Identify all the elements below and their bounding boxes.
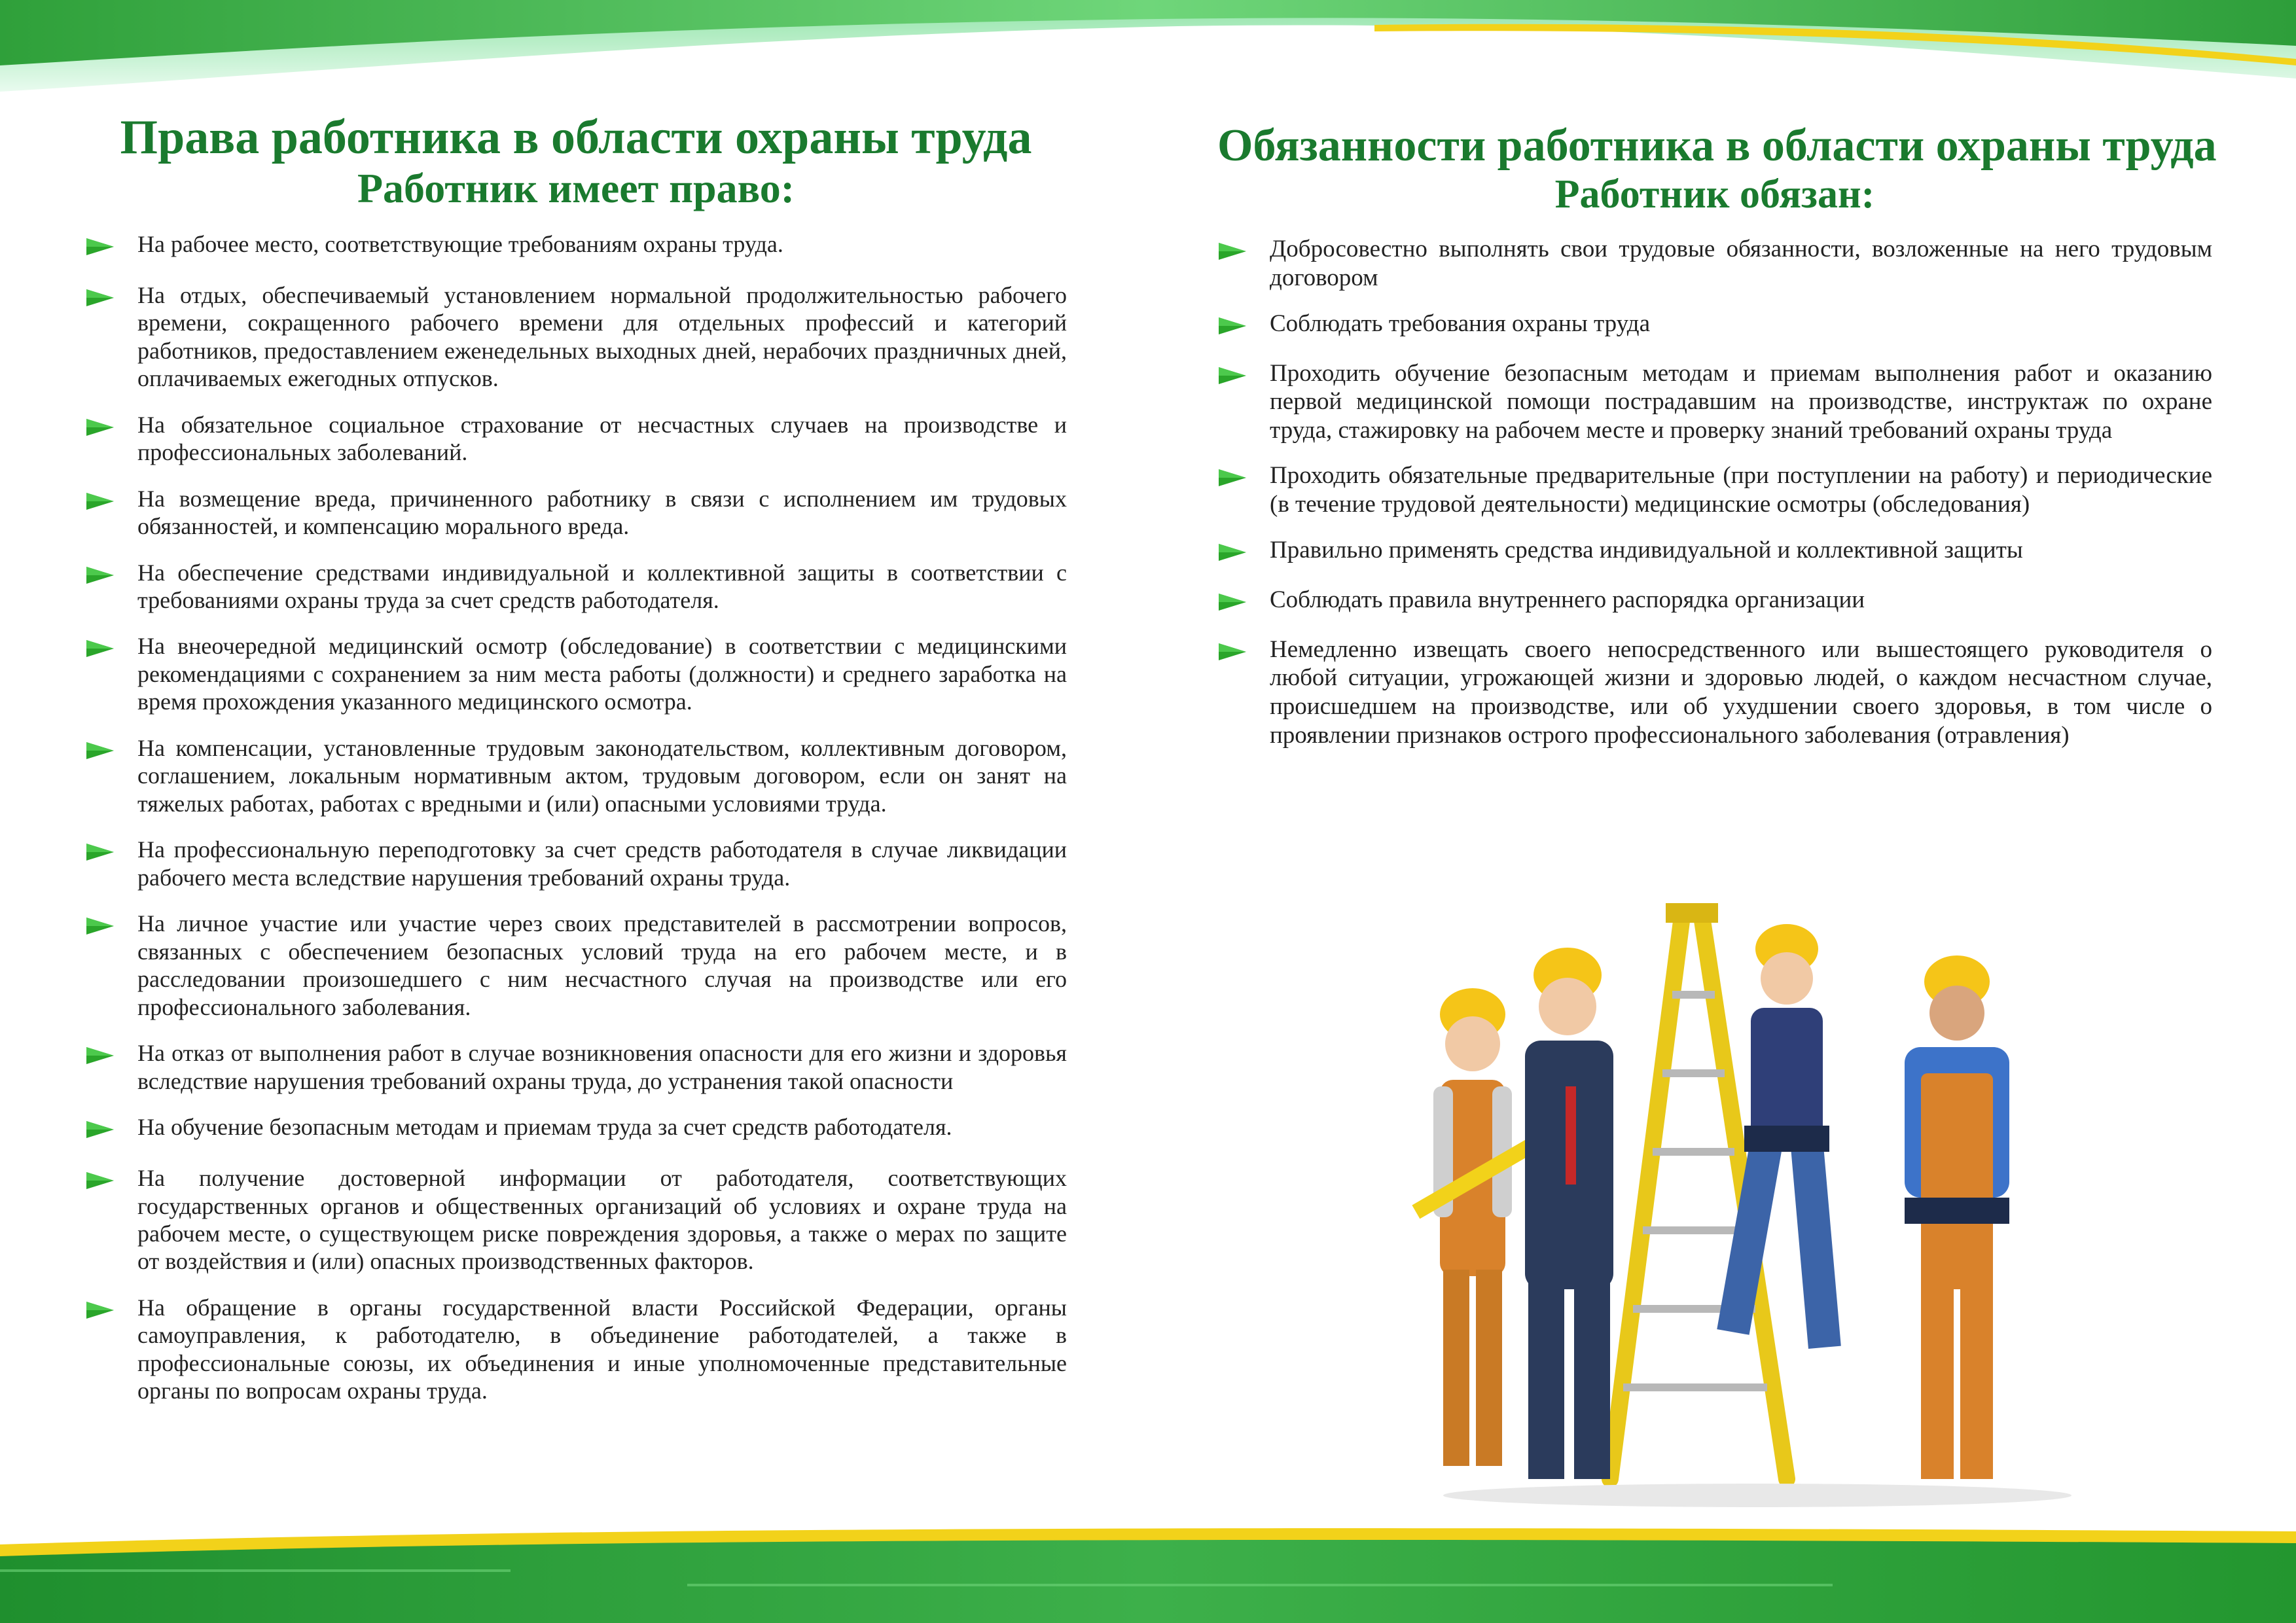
green-arrow-icon [1217,359,1270,392]
list-item [85,230,1067,263]
green-arrow-icon [1217,536,1270,569]
list-item-text: На отказ от выполнения работ в случае возникновения опасности для его жизни и здоровья вследствие нарушения требований охраны труда, до устранения такой опасности [137,1040,1067,1094]
list-item [85,632,1067,715]
green-arrow-icon [85,1039,137,1072]
rights-title: Права работника в области охраны труда [120,111,1032,164]
list-item-text: На обязательное социальное страхование от несчастных случаев на производстве и профессиональных заболеваний. [137,411,1067,466]
list-item [85,1164,1067,1275]
list-item-text: Немедленно извещать своего непосредственного или вышестоящего руководителя о любой ситуации, угрожающей жизни и здоровью людей, о каждом несчастном случае, происшедшем на производстве, или об ухудшении своего здоровья, в том числе о проявлении признаков острого профессионального заболевания (отравления) [1270,635,2212,749]
workers-illustration [1394,890,2121,1512]
list-item [1217,536,2212,569]
list-item-text: На рабочее место, соответствующие требованиям охраны труда. [137,230,783,257]
list-item [1217,359,2212,445]
list-item [85,910,1067,1021]
list-item-text: На внеочередной медицинский осмотр (обследование) в соответствии с медицинскими рекомендациями с сохранением за ним места работы (должности) и среднего заработка на время прохождения указанного медицинского осмотра. [137,633,1067,715]
worker-figure [1525,948,1613,1479]
list-item [85,1294,1067,1405]
duties-section [1217,111,2217,766]
rights-section [85,111,1067,1423]
list-item [1217,235,2212,292]
list-item-text: На отдых, обеспечиваемый установлением нормальной продолжительностью рабочего времени, сокращенного рабочего времени для отдельных профессий и категорий работников, предоставлением еженедельных выходных дней, нерабочих праздничных дней, оплачиваемых ежегодных отпусков. [137,281,1067,392]
list-item [85,836,1067,891]
duties-title: Обязанности работника в области охраны труда [1217,120,2217,171]
list-item [85,485,1067,541]
green-arrow-icon [85,411,137,444]
green-arrow-icon [1217,310,1270,342]
list-item-text: Проходить обязательные предварительные (при поступлении на работу) и периодические (в течение трудовой деятельности) медицинские осмотры (обследования) [1270,462,2212,518]
duties-subtitle: Работник обязан: [1554,172,1875,217]
list-item [85,559,1067,615]
rights-subtitle: Работник имеет право: [357,165,795,212]
green-arrow-icon [1217,461,1270,494]
green-arrow-icon [1217,235,1270,268]
list-item [1217,586,2212,618]
list-item [85,1039,1067,1095]
green-arrow-icon [85,230,137,263]
duties-list [1217,235,2212,749]
list-item-text: Проходить обучение безопасным методам и приемам выполнения работ и оказанию первой медицинской помощи пострадавшим на производстве, инструктаж по охране труда, стажировку на рабочем месте и проверку знаний требований охраны труда [1270,359,2212,444]
list-item-text: Правильно применять средства индивидуальной и коллективной защиты [1270,536,2023,563]
list-item-text: На обучение безопасным методам и приемам труда за счет средств работодателя. [137,1114,952,1141]
list-item [1217,635,2212,750]
green-arrow-icon [85,1294,137,1327]
top-decorative-band [0,0,2296,111]
list-item-text: Соблюдать требования охраны труда [1270,310,1650,337]
green-arrow-icon [1217,586,1270,618]
worker-figure [1905,955,2009,1479]
list-item-text: Добросовестно выполнять свои трудовые обязанности, возложенные на него трудовым договором [1270,236,2212,291]
list-item-text: На получение достоверной информации от работодателя, соответствующих государственных органов и общественных организаций об условиях и охране труда на рабочем месте, о существующем риске повреждения здоровья, а также о мерах по защите от воздействия и (или) опасных производственных факторов. [137,1165,1067,1275]
list-item [85,281,1067,393]
green-arrow-icon [85,485,137,518]
list-item [1217,461,2212,518]
green-arrow-icon [85,559,137,592]
list-item-text: Соблюдать правила внутреннего распорядка организации [1270,586,1865,613]
green-arrow-icon [85,1113,137,1146]
green-arrow-icon [1217,635,1270,668]
green-arrow-icon [85,910,137,942]
list-item [85,411,1067,467]
list-item [1217,310,2212,342]
list-item-text: На обеспечение средствами индивидуальной и коллективной защиты в соответствии с требованиями охраны труда за счет средств работодателя. [137,559,1067,613]
bottom-decorative-band [0,1525,2296,1623]
list-item-text: На личное участие или участие через своих представителей в рассмотрении вопросов, связанных с обеспечением безопасных условий труда на его рабочем месте, и в расследовании произошедшего с ним несчастного случая на производстве или его профессионального заболевания. [137,910,1067,1020]
list-item-text: На профессиональную переподготовку за счет средств работодателя в случае ликвидации рабочего места вследствие нарушения требований охраны труда. [137,836,1067,891]
green-arrow-icon [85,281,137,314]
list-item-text: На обращение в органы государственной власти Российской Федерации, органы самоуправления, к работодателю, в объединение работодателей, а также в профессиональные союзы, их объединения и иные уполномоченные представительные органы по вопросам охраны труда. [137,1294,1067,1404]
list-item-text: На возмещение вреда, причиненного работнику в связи с исполнением им трудовых обязанностей, и компенсацию морального вреда. [137,485,1067,540]
green-arrow-icon [85,836,137,868]
green-arrow-icon [85,1164,137,1197]
green-arrow-icon [85,632,137,665]
list-item [85,734,1067,817]
green-arrow-icon [85,734,137,767]
rights-list [85,230,1067,1405]
worker-figure [1412,988,1533,1466]
list-item [85,1113,1067,1146]
list-item-text: На компенсации, установленные трудовым законодательством, коллективным договором, соглашением, локальным нормативным актом, трудовым договором, если он занят на тяжелых работах, работах с вредными и (или) опасными условиями труда. [137,734,1067,817]
